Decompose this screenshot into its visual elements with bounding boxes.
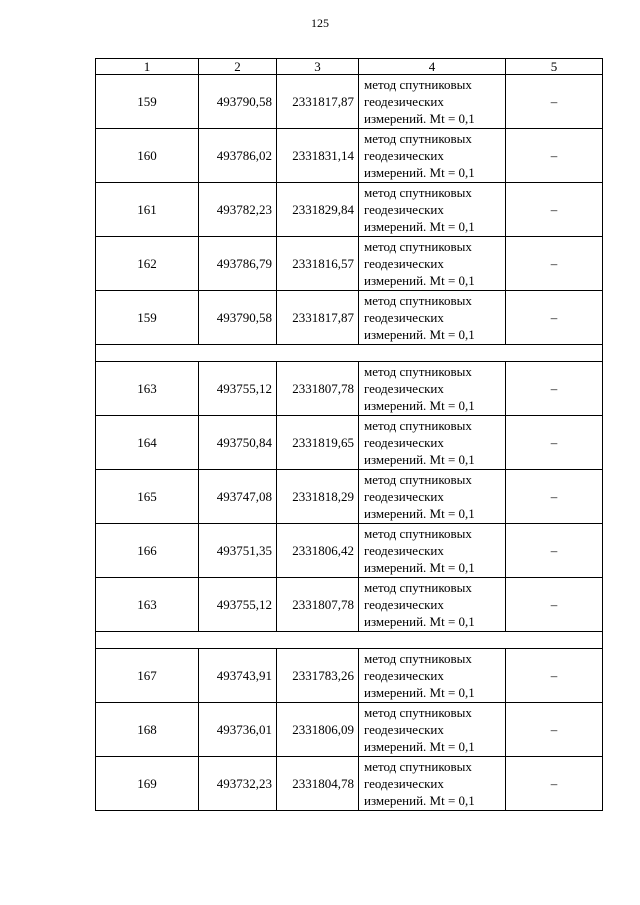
method-text-line: измерений. Mt = 0,1 xyxy=(364,398,475,413)
table-row xyxy=(96,649,603,703)
note-cell: – xyxy=(506,757,603,811)
table-row xyxy=(96,470,603,524)
method-cell xyxy=(359,524,506,578)
x-coordinate-cell: 493755,12 xyxy=(199,578,277,632)
table-row xyxy=(96,237,603,291)
x-coordinate-cell: 493750,84 xyxy=(199,416,277,470)
method-text-line: геодезических xyxy=(364,435,444,450)
x-coordinate-cell: 493743,91 xyxy=(199,649,277,703)
separator-cell xyxy=(96,345,603,362)
x-coordinate-cell: 493790,58 xyxy=(199,291,277,345)
method-text-line: метод спутниковых xyxy=(364,293,472,308)
method-text-line: измерений. Mt = 0,1 xyxy=(364,327,475,342)
method-text-line: метод спутниковых xyxy=(364,239,472,254)
note-cell: – xyxy=(506,578,603,632)
x-coordinate-cell: 493786,02 xyxy=(199,129,277,183)
column-header-1: 1 xyxy=(96,59,199,75)
x-coordinate-cell: 493782,23 xyxy=(199,183,277,237)
note-cell: – xyxy=(506,237,603,291)
y-coordinate-cell: 2331817,87 xyxy=(277,75,359,129)
column-header-4: 4 xyxy=(359,59,506,75)
separator-cell xyxy=(96,632,603,649)
table-separator-row xyxy=(96,632,603,649)
method-text-line: геодезических xyxy=(364,543,444,558)
method-text-line: измерений. Mt = 0,1 xyxy=(364,111,475,126)
method-text-line: метод спутниковых xyxy=(364,705,472,720)
method-text-line: измерений. Mt = 0,1 xyxy=(364,614,475,629)
method-cell xyxy=(359,416,506,470)
method-cell xyxy=(359,649,506,703)
y-coordinate-cell: 2331807,78 xyxy=(277,578,359,632)
y-coordinate-cell: 2331831,14 xyxy=(277,129,359,183)
method-cell xyxy=(359,578,506,632)
method-text-line: метод спутниковых xyxy=(364,131,472,146)
method-text-line: измерений. Mt = 0,1 xyxy=(364,793,475,808)
method-cell xyxy=(359,183,506,237)
table-separator-row xyxy=(96,345,603,362)
table-row xyxy=(96,416,603,470)
method-text-line: метод спутниковых xyxy=(364,185,472,200)
method-text-line: геодезических xyxy=(364,668,444,683)
point-number-cell: 159 xyxy=(96,291,199,345)
page-number: 125 xyxy=(311,16,329,30)
method-cell xyxy=(359,362,506,416)
table-row xyxy=(96,362,603,416)
method-cell xyxy=(359,703,506,757)
y-coordinate-cell: 2331806,09 xyxy=(277,703,359,757)
method-text-line: геодезических xyxy=(364,489,444,504)
method-text-line: метод спутниковых xyxy=(364,759,472,774)
table-row xyxy=(96,757,603,811)
y-coordinate-cell: 2331819,65 xyxy=(277,416,359,470)
point-number-cell: 161 xyxy=(96,183,199,237)
coordinates-table xyxy=(95,58,603,811)
table-row xyxy=(96,703,603,757)
x-coordinate-cell: 493736,01 xyxy=(199,703,277,757)
table-row xyxy=(96,75,603,129)
method-text-line: измерений. Mt = 0,1 xyxy=(364,219,475,234)
y-coordinate-cell: 2331829,84 xyxy=(277,183,359,237)
x-coordinate-cell: 493790,58 xyxy=(199,75,277,129)
method-text-line: измерений. Mt = 0,1 xyxy=(364,739,475,754)
method-cell xyxy=(359,757,506,811)
table-body xyxy=(96,75,603,811)
method-text-line: метод спутниковых xyxy=(364,77,472,92)
method-cell xyxy=(359,291,506,345)
method-text-line: метод спутниковых xyxy=(364,526,472,541)
x-coordinate-cell: 493751,35 xyxy=(199,524,277,578)
note-cell: – xyxy=(506,649,603,703)
note-cell: – xyxy=(506,703,603,757)
y-coordinate-cell: 2331804,78 xyxy=(277,757,359,811)
method-cell xyxy=(359,470,506,524)
point-number-cell: 164 xyxy=(96,416,199,470)
method-cell xyxy=(359,75,506,129)
x-coordinate-cell: 493786,79 xyxy=(199,237,277,291)
method-cell xyxy=(359,237,506,291)
method-cell xyxy=(359,129,506,183)
note-cell: – xyxy=(506,524,603,578)
method-text-line: геодезических xyxy=(364,256,444,271)
method-text-line: геодезических xyxy=(364,202,444,217)
x-coordinate-cell: 493747,08 xyxy=(199,470,277,524)
method-text-line: метод спутниковых xyxy=(364,364,472,379)
table-row xyxy=(96,578,603,632)
method-text-line: метод спутниковых xyxy=(364,472,472,487)
y-coordinate-cell: 2331817,87 xyxy=(277,291,359,345)
x-coordinate-cell: 493755,12 xyxy=(199,362,277,416)
table-row xyxy=(96,524,603,578)
note-cell: – xyxy=(506,362,603,416)
point-number-cell: 159 xyxy=(96,75,199,129)
point-number-cell: 165 xyxy=(96,470,199,524)
method-text-line: геодезических xyxy=(364,776,444,791)
method-text-line: метод спутниковых xyxy=(364,418,472,433)
point-number-cell: 160 xyxy=(96,129,199,183)
point-number-cell: 166 xyxy=(96,524,199,578)
column-header-2: 2 xyxy=(199,59,277,75)
note-cell: – xyxy=(506,129,603,183)
note-cell: – xyxy=(506,75,603,129)
method-text-line: измерений. Mt = 0,1 xyxy=(364,452,475,467)
method-text-line: геодезических xyxy=(364,148,444,163)
point-number-cell: 162 xyxy=(96,237,199,291)
y-coordinate-cell: 2331806,42 xyxy=(277,524,359,578)
method-text-line: геодезических xyxy=(364,722,444,737)
table-header-row xyxy=(96,59,603,75)
table-row xyxy=(96,129,603,183)
method-text-line: геодезических xyxy=(364,597,444,612)
column-header-3: 3 xyxy=(277,59,359,75)
method-text-line: геодезических xyxy=(364,381,444,396)
method-text-line: измерений. Mt = 0,1 xyxy=(364,165,475,180)
y-coordinate-cell: 2331818,29 xyxy=(277,470,359,524)
method-text-line: метод спутниковых xyxy=(364,651,472,666)
table-row xyxy=(96,291,603,345)
y-coordinate-cell: 2331783,26 xyxy=(277,649,359,703)
method-text-line: измерений. Mt = 0,1 xyxy=(364,506,475,521)
point-number-cell: 169 xyxy=(96,757,199,811)
note-cell: – xyxy=(506,183,603,237)
point-number-cell: 167 xyxy=(96,649,199,703)
x-coordinate-cell: 493732,23 xyxy=(199,757,277,811)
method-text-line: геодезических xyxy=(364,310,444,325)
note-cell: – xyxy=(506,416,603,470)
y-coordinate-cell: 2331816,57 xyxy=(277,237,359,291)
method-text-line: метод спутниковых xyxy=(364,580,472,595)
point-number-cell: 163 xyxy=(96,578,199,632)
y-coordinate-cell: 2331807,78 xyxy=(277,362,359,416)
note-cell: – xyxy=(506,470,603,524)
method-text-line: измерений. Mt = 0,1 xyxy=(364,560,475,575)
note-cell: – xyxy=(506,291,603,345)
table-row xyxy=(96,183,603,237)
column-header-5: 5 xyxy=(506,59,603,75)
point-number-cell: 163 xyxy=(96,362,199,416)
point-number-cell: 168 xyxy=(96,703,199,757)
method-text-line: измерений. Mt = 0,1 xyxy=(364,685,475,700)
method-text-line: геодезических xyxy=(364,94,444,109)
method-text-line: измерений. Mt = 0,1 xyxy=(364,273,475,288)
